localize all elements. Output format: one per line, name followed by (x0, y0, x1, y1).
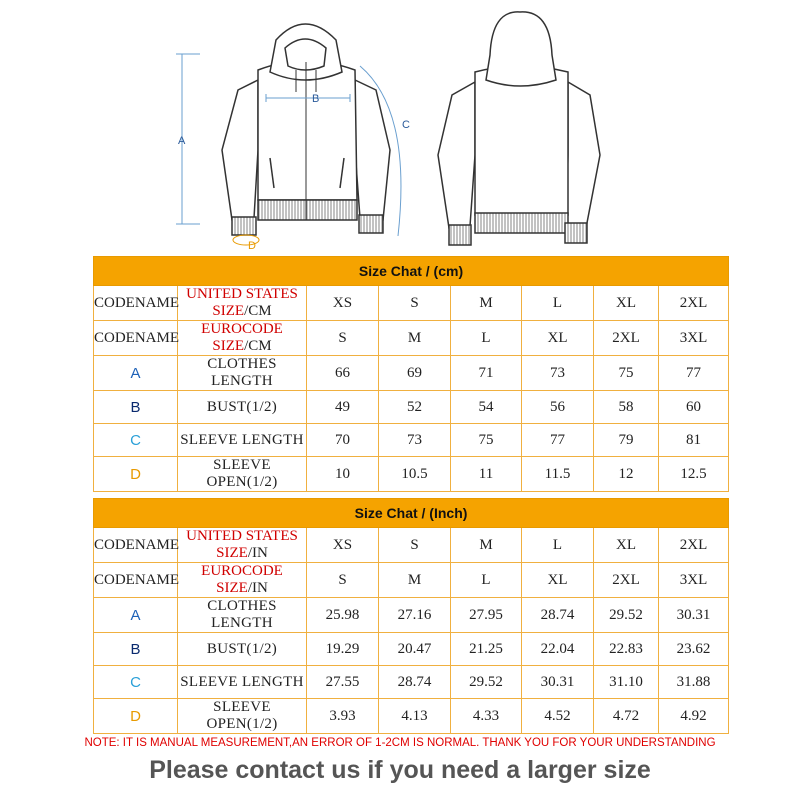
table-row (94, 321, 729, 356)
measurement-label: SLEEVE OPEN(1/2) (178, 699, 307, 734)
size-system-label (178, 563, 307, 598)
size-value-cell: 2XL (594, 563, 659, 598)
size-value-cell: S (307, 321, 379, 356)
size-value-cell: 31.10 (594, 666, 659, 699)
size-system-name: UNITED STATES SIZE (186, 528, 298, 561)
size-value-cell: 75 (594, 356, 659, 391)
size-value-cell: 77 (522, 424, 594, 457)
size-value-cell: XL (594, 528, 659, 563)
size-value-cell: 3XL (659, 563, 729, 598)
size-value-cell: 11 (451, 457, 522, 492)
size-unit: /IN (247, 545, 268, 561)
size-value-cell: 49 (307, 391, 379, 424)
measurement-label: SLEEVE OPEN(1/2) (178, 457, 307, 492)
size-value-cell: XL (594, 286, 659, 321)
size-value-cell: 20.47 (379, 633, 451, 666)
size-table-inch (93, 498, 729, 734)
size-value-cell: 21.25 (451, 633, 522, 666)
measurement-letter: B (94, 391, 178, 424)
label-d: D (248, 240, 256, 252)
measurement-label: SLEEVE LENGTH (178, 424, 307, 457)
size-value-cell: 81 (659, 424, 729, 457)
size-value-cell: XL (522, 321, 594, 356)
size-value-cell: L (451, 563, 522, 598)
size-value-cell: 30.31 (659, 598, 729, 633)
size-value-cell: 2XL (594, 321, 659, 356)
size-value-cell: 77 (659, 356, 729, 391)
size-table-cm (93, 256, 729, 492)
size-value-cell: 23.62 (659, 633, 729, 666)
size-value-cell: XS (307, 286, 379, 321)
table-row (94, 391, 729, 424)
measurement-label: CLOTHES LENGTH (178, 356, 307, 391)
size-value-cell: 73 (379, 424, 451, 457)
hoodie-front-icon (222, 24, 390, 235)
size-value-cell: 11.5 (522, 457, 594, 492)
size-value-cell: 52 (379, 391, 451, 424)
table-title-row (94, 499, 729, 528)
size-unit: /CM (244, 303, 272, 319)
table-row (94, 598, 729, 633)
size-unit: /IN (247, 580, 268, 596)
size-value-cell: 4.72 (594, 699, 659, 734)
size-system-name: UNITED STATES SIZE (186, 286, 298, 319)
label-c: C (402, 119, 410, 131)
contact-message: Please contact us if you need a larger size (149, 756, 651, 784)
hoodie-illustration (0, 0, 800, 255)
size-value-cell: 29.52 (451, 666, 522, 699)
size-value-cell: 12.5 (659, 457, 729, 492)
measurement-letter: B (94, 633, 178, 666)
size-system-label (178, 528, 307, 563)
size-value-cell: 19.29 (307, 633, 379, 666)
size-value-cell: 75 (451, 424, 522, 457)
table-row (94, 666, 729, 699)
measurement-label: SLEEVE LENGTH (178, 666, 307, 699)
table-title: Size Chat / (Inch) (94, 499, 729, 528)
measurement-note: NOTE: IT IS MANUAL MEASUREMENT,AN ERROR OF 1-2CM IS NORMAL. THANK YOU FOR YOUR UNDERSTANDING (84, 737, 716, 749)
measurement-label: BUST(1/2) (178, 633, 307, 666)
size-value-cell: 2XL (659, 286, 729, 321)
size-value-cell: 71 (451, 356, 522, 391)
measurement-letter: C (94, 424, 178, 457)
size-value-cell: XL (522, 563, 594, 598)
codename-cell: CODENAME (94, 321, 178, 356)
size-value-cell: 22.04 (522, 633, 594, 666)
size-value-cell: 27.95 (451, 598, 522, 633)
size-value-cell: 10.5 (379, 457, 451, 492)
size-value-cell: XS (307, 528, 379, 563)
size-value-cell: 3XL (659, 321, 729, 356)
measurement-letter: A (94, 356, 178, 391)
table-row (94, 563, 729, 598)
size-system-label (178, 321, 307, 356)
size-value-cell: 2XL (659, 528, 729, 563)
size-value-cell: M (451, 528, 522, 563)
size-value-cell: 27.55 (307, 666, 379, 699)
codename-cell: CODENAME (94, 528, 178, 563)
size-value-cell: 54 (451, 391, 522, 424)
size-value-cell: 60 (659, 391, 729, 424)
measurement-letter: D (94, 699, 178, 734)
size-value-cell: 4.33 (451, 699, 522, 734)
size-value-cell: 31.88 (659, 666, 729, 699)
table-row (94, 528, 729, 563)
size-value-cell: 3.93 (307, 699, 379, 734)
hoodie-back-icon (438, 12, 600, 245)
size-value-cell: 66 (307, 356, 379, 391)
label-a: A (178, 135, 186, 147)
size-value-cell: S (379, 528, 451, 563)
size-value-cell: 12 (594, 457, 659, 492)
size-value-cell: 29.52 (594, 598, 659, 633)
hoodie-measurement-diagram (0, 0, 800, 255)
size-unit: /CM (244, 338, 272, 354)
size-value-cell: 69 (379, 356, 451, 391)
size-system-name: EUROCODE SIZE (201, 563, 283, 596)
measurement-letter: A (94, 598, 178, 633)
size-value-cell: 28.74 (379, 666, 451, 699)
measurement-label: BUST(1/2) (178, 391, 307, 424)
size-value-cell: 56 (522, 391, 594, 424)
table-title: Size Chat / (cm) (94, 257, 729, 286)
table-title-row (94, 257, 729, 286)
table-row (94, 699, 729, 734)
label-b: B (312, 93, 320, 105)
size-value-cell: 10 (307, 457, 379, 492)
size-value-cell: 22.83 (594, 633, 659, 666)
measurement-letter: C (94, 666, 178, 699)
measurement-label: CLOTHES LENGTH (178, 598, 307, 633)
size-value-cell: 58 (594, 391, 659, 424)
codename-cell: CODENAME (94, 563, 178, 598)
size-value-cell: L (451, 321, 522, 356)
size-value-cell: 28.74 (522, 598, 594, 633)
size-value-cell: 4.92 (659, 699, 729, 734)
table-row (94, 424, 729, 457)
size-system-name: EUROCODE SIZE (201, 321, 283, 354)
size-value-cell: 27.16 (379, 598, 451, 633)
codename-cell: CODENAME (94, 286, 178, 321)
size-value-cell: 25.98 (307, 598, 379, 633)
size-value-cell: S (379, 286, 451, 321)
size-value-cell: 70 (307, 424, 379, 457)
table-row (94, 286, 729, 321)
table-row (94, 356, 729, 391)
size-value-cell: 73 (522, 356, 594, 391)
size-value-cell: 4.13 (379, 699, 451, 734)
size-value-cell: S (307, 563, 379, 598)
size-value-cell: L (522, 286, 594, 321)
size-value-cell: 79 (594, 424, 659, 457)
size-value-cell: L (522, 528, 594, 563)
size-value-cell: 30.31 (522, 666, 594, 699)
measurement-letter: D (94, 457, 178, 492)
table-row (94, 457, 729, 492)
size-value-cell: M (451, 286, 522, 321)
size-value-cell: M (379, 563, 451, 598)
size-value-cell: 4.52 (522, 699, 594, 734)
size-system-label (178, 286, 307, 321)
table-row (94, 633, 729, 666)
size-value-cell: M (379, 321, 451, 356)
